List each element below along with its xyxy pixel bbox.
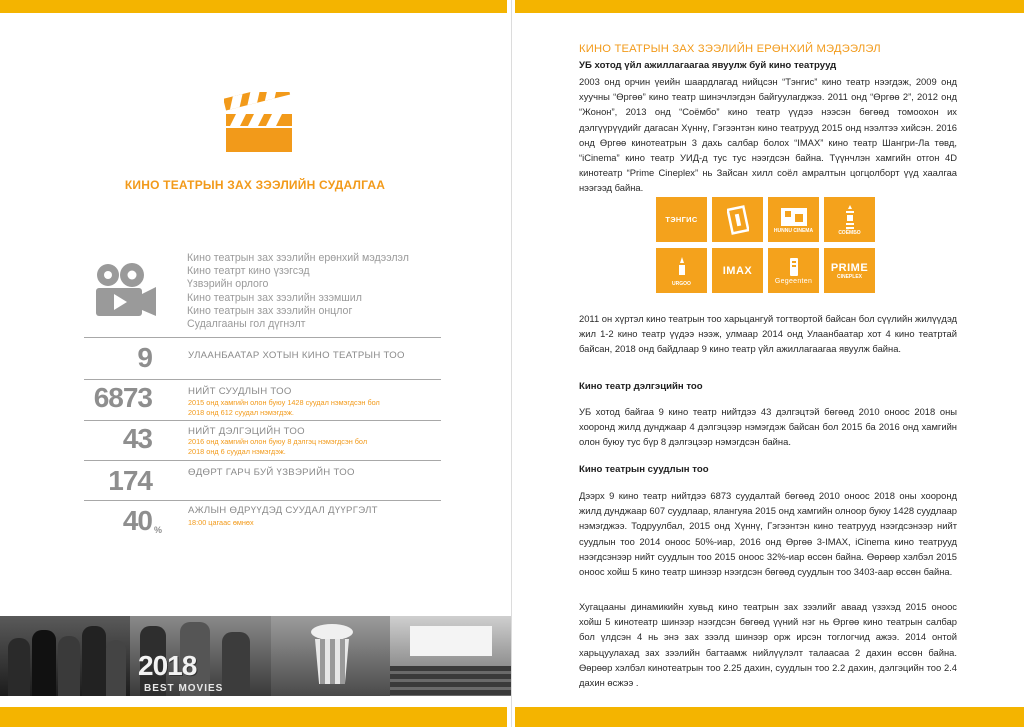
stat-label: НИЙТ СУУДЛЫН ТОО (188, 386, 292, 397)
stat-occupancy (84, 500, 441, 541)
urgoo-logo: URGOO (656, 248, 707, 293)
tengis-logo: ТЭНГИС (656, 197, 707, 242)
stat-number: 9 (137, 342, 152, 373)
right-page-title: КИНО ТЕАТРЫН ЗАХ ЗЭЭЛИЙН ЕРӨНХИЙ МЭДЭЭЛЭЛ (579, 43, 881, 55)
left-page-title: КИНО ТЕАТРЫН ЗАХ ЗЭЭЛИЙН СУДАЛГАА (124, 178, 386, 192)
paragraph-growth: 2011 он хүртэл кино театрын тоо харьцангуй тогтвортой байсан бол сүүлийн жилүүдэд жил 1-2 кино театр үүдээ нээж, улмаар 2014 онд Улаанбаатар хот 4 кино театртай байсан, 2018 онд байдлаар 9 кино театр үйл ажиллагаагаа явуулж байна. (579, 313, 957, 355)
paragraph-screens: УБ хотод байгаа 9 кино театр нийтдээ 43 дэлгэцтэй бөгөөд 2010 оноос 2018 оны хооронд жилд дунджаар 4 дэлгэцээр нэмэгдэж байсан бол 2015 ба 2016 онд хамгийн олон буюу тус бүр 8 дэлгэцээр нэмэгдсэн байна. (579, 406, 957, 448)
stat-note-line: 2018 онд 612 суудал нэмэгдэж. (188, 407, 294, 417)
hunnu-cinema-logo: HUNNU CINEMA (768, 197, 819, 242)
bottom-accent-bar-left (0, 707, 507, 727)
top-accent-bar-right (515, 0, 1024, 13)
page-spine (511, 0, 512, 727)
stat-note-line: 18:00 цагаас өмнөх (188, 518, 254, 527)
contents-item: Судалгааны гол дүгнэлт (187, 318, 306, 331)
photo-strip (0, 616, 511, 696)
movie-camera-icon (94, 262, 158, 318)
stat-number: 43 (122, 423, 152, 454)
stat-label: УЛААНБААТАР ХОТЫН КИНО ТЕАТРЫН ТОО (188, 350, 405, 361)
top-accent-bar-left (0, 0, 507, 13)
clapperboard-icon (224, 92, 294, 154)
soyombo-logo: СОЁМБО (824, 197, 875, 242)
paragraph-history: 2003 онд орчин үеийн шаардлагад нийцсэн “Тэнгис” кино театр нээгдэж, 2009 онд хуучны “Өргөө” кино театр шинэчлэгдэн байгуулагджээ. 2011 онд “Өргөө 2”, 2012 онд “Жонон”, 2013 онд “Соёмбо” кино театр үүдээ нээсэн бөгөөд томоохон их дэлгүүрүүдийг дагасан Хүннү, Гэгээнтэн кино театрууд 2015 онд нээлтээ хийсэн. 2016 онд Өргөө кинотеатрын 3 дахь салбар болох “IMAX” кино театр Шангри-Ла төвд, “iCinema” кино театр УИД-д тус тус нээгдсэн байна. Түүнчлэн хамгийн отгон 4D кинотеатр “Prime Cineplex” нь Зайсан хилл соёл амралтын цогцолборт үүд хаалгаа нээгээд байна. (579, 76, 957, 194)
bottom-accent-bar-right (515, 707, 1024, 727)
imax-logo: IMAX (712, 248, 763, 293)
contents-item: Кино театрын зах зээлийн ерөнхий мэдээлэл (187, 252, 409, 264)
section-subtitle: УБ хотод үйл ажиллагаагаа явуулж буй кино театрууд (579, 60, 837, 71)
icinema-logo (712, 197, 763, 242)
stat-label: НИЙТ ДЭЛГЭЦИЙН ТОО (188, 426, 305, 437)
cinema-hall-photo (390, 616, 511, 696)
stat-note-line: 2016 онд хамгийн олон буюу 8 дэлгэц нэмэгдсэн бол (188, 437, 368, 446)
contents-list (187, 252, 437, 331)
stat-screen-count (84, 420, 441, 461)
stat-note-line: 2018 онд 6 суудал нэмэгдэж. (188, 446, 286, 456)
contents-item: Үзвэрийн орлого (187, 278, 269, 291)
contents-item: Кино театрын зах зээлийн эзэмшил (187, 291, 362, 304)
heading-seats: Кино театрын суудлын тоо (579, 464, 709, 475)
banner-caption: BEST MOVIES (144, 683, 224, 694)
stat-note (188, 518, 254, 528)
paragraph-dynamics: Хугацааны динамикийн хувьд кино театрын зах зээлийг аваад үзэхэд 2015 оноос хойш 5 кинотеатр шинээр нээгдсэн бөгөөд үүний нэг нь Өргөө кино театрын салбар бол үлдсэн 4 нь энэ зах зээлд шинээр орж ирсэн тоглогчид ажээ. 2014 онтой харьцуулахад зах зээлийн багтаамж нийлүүлэлт талаасаа 2 дахин өссөн байна. Өөрөөр хэлбэл кинотеатрын тоо 2.25 дахин, суудлын тоо 2.2 дахин, дэлгэцийн тоо 2.4 дахин өсжээ . (579, 601, 957, 689)
popcorn-photo (271, 616, 390, 696)
stat-label: АЖЛЫН ӨДРҮҮДЭД СУУДАЛ ДҮҮРГЭЛТ (188, 505, 378, 516)
gegeenten-logo: Gegeenten (768, 248, 819, 293)
stat-note-line: 2015 онд хамгийн олон буюу 1428 суудал нэмэгдсэн бол (188, 398, 380, 407)
stat-unit: % (154, 525, 163, 535)
stat-note (188, 437, 367, 456)
stat-cinema-count (84, 337, 441, 380)
prime-cineplex-logo: PRIME CINEPLEX (824, 248, 875, 293)
stat-daily-shows (84, 460, 441, 501)
heading-screens: Кино театр дэлгэцийн тоо (579, 381, 703, 392)
contents-item: Кино театрт кино үзэгсэд (187, 265, 310, 278)
stat-number: 40 (122, 505, 152, 536)
contents-item: Кино театрын зах зээлийн онцлог (187, 304, 353, 317)
stat-seat-count (84, 379, 441, 421)
superhero-photo (0, 616, 130, 696)
stat-label: ӨДӨРТ ГАРЧ БУЙ ҮЗВЭРИЙН ТОО (188, 467, 355, 478)
best-movies-photo (130, 616, 271, 696)
stat-number: 6873 (93, 382, 152, 413)
paragraph-seats: Дээрх 9 кино театр нийтдээ 6873 суудалтай бөгөөд 2010 оноос 2018 оны хооронд жилд дунджаар 607 суудлаар, ялангуяа 2015 онд хамгийн олноор буюу 1428 суудлаар нэмэгджээ. Тодруулбал, 2015 онд Хүннү, Гэгээнтэн кино театрууд нээгдсэнээр нийт суудлын тоо 2014 оноос 50%-иар, 2016 онд Өргөө 3-IMAX, iCinema кино театрууд нээгдсэнээр нийт суудлын тоо 2015 оноос 32%-иар өссөн байна. Өөрөөр хэлбэл 2015 оноос хойш 5 кино театр шинээр нээгдсэн бөгөөд суудлын тоо 3403-аар өссөн байна. (579, 490, 957, 578)
stat-number: 174 (108, 465, 152, 496)
stat-note (188, 398, 380, 417)
banner-year: 2018 (138, 650, 197, 681)
